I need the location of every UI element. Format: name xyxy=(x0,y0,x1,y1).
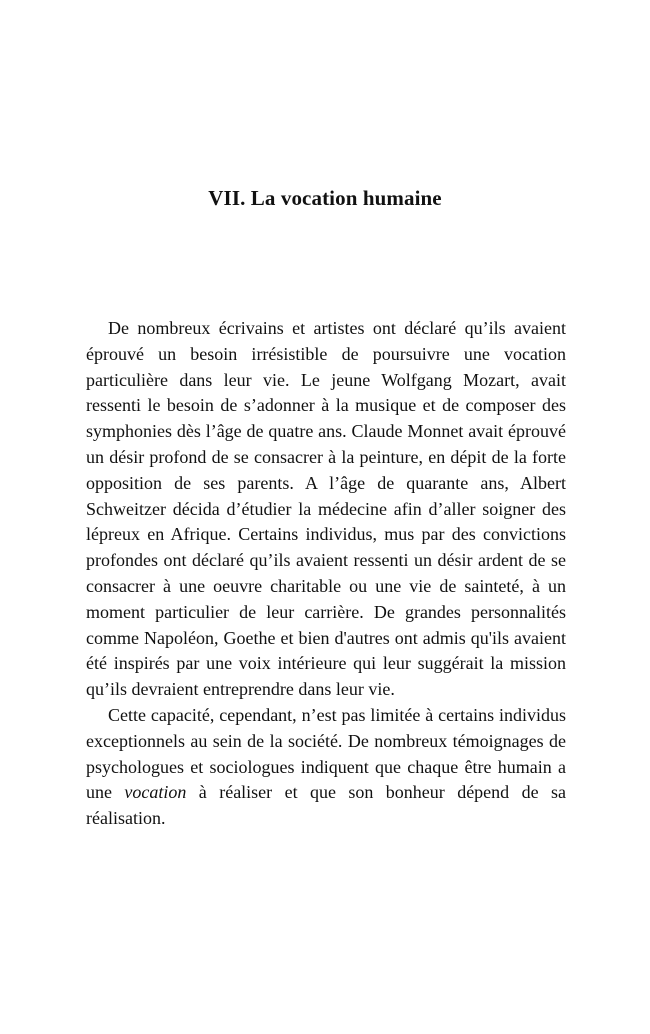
paragraph-2-text-end: à réaliser et que son bonheur dépend de sa réalisation. xyxy=(86,782,566,829)
paragraph-2-text-start: Cette capacité, cependant, n’est pas limitée à certains individus exceptionnels au sein de la société. De nombreux témoignages de psychologues et sociologues indiquent que chaque être humain a une xyxy=(86,704,566,803)
paragraph-1: De nombreux écrivains et artistes ont déclaré qu’ils avaient éprouvé un besoin irrésistible de poursuivre une vocation particulière dans leur vie. Le jeune Wolfgang Mozart, avait ressenti le besoin de s’adonner à la musique et de composer des symphonies dès l’âge de quatre ans. Claude Monnet avait éprouvé un désir profond de se consacrer à la peinture, en dépit de la forte opposition de ses parents. A l’âge de quarante ans, Albert Schweitzer décida d’étudier la médecine afin d’aller soigner des lépreux en Afrique. Certains individus, mus par des convictions profondes ont déclaré qu’ils avaient ressenti un désir ardent de se consacrer à une oeuvre charitable ou une vie de sainteté, à un moment particulier de leur carrière. De grandes personnalités comme Napoléon, Goethe et bien d'autres ont admis qu'ils avaient été inspirés par une voix intérieure qui leur suggérait la mission qu’ils devraient entreprendre dans leur vie. xyxy=(86,318,566,700)
emphasized-word: vocation xyxy=(124,782,187,803)
paragraph-2 xyxy=(86,703,566,832)
chapter-title: VII. La vocation humaine xyxy=(208,186,442,210)
chapter-body xyxy=(86,316,566,832)
